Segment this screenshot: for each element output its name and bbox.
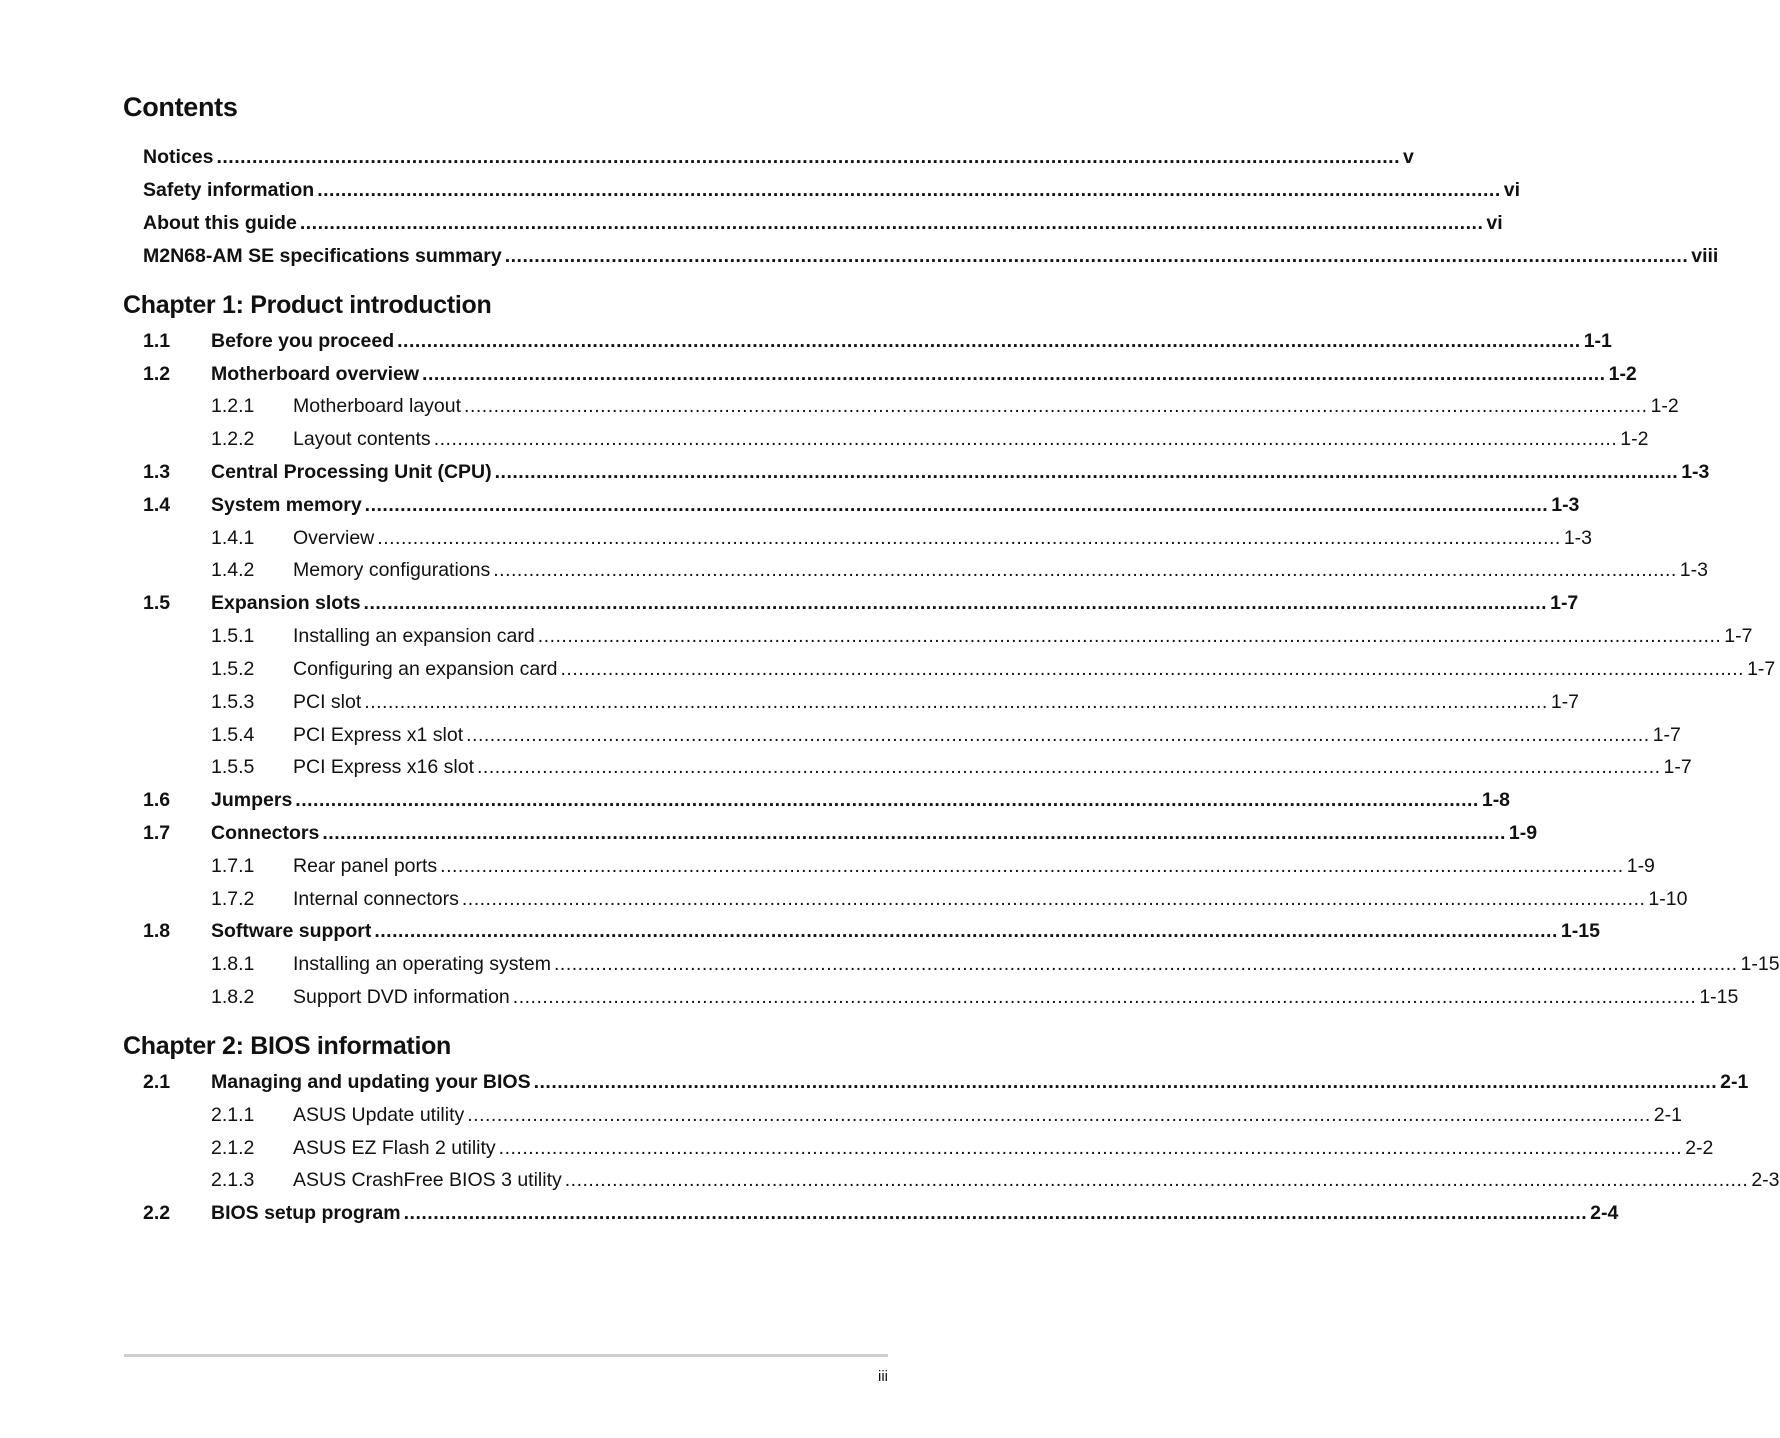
toc-entry-number: 1.3 [143,461,171,483]
toc-entry-1-8-1[interactable] [211,950,1780,978]
toc-entry-page: 1-10 [1648,888,1688,910]
toc-entry-page: vi [1503,179,1520,201]
toc-entry-label: Internal connectors [293,888,459,910]
toc-entry-number: 2.1 [143,1071,171,1093]
toc-entry-page: 1-7 [1747,658,1776,680]
toc-entry-number: 1.2.2 [211,428,255,450]
toc-entry-label: Safety information [143,179,315,201]
toc-entry-specifications-summary[interactable] [143,242,1719,270]
toc-entry-number: 1.4 [143,494,171,516]
dot-leader: ........................................................................................................................................................................................................ [216,146,1400,168]
toc-entry-2-1-1[interactable] [211,1101,1682,1129]
dot-leader: ........................................................................................................................................................................................................ [403,1202,1588,1224]
toc-entry-1-4-1[interactable] [211,524,1593,552]
dot-leader: ........................................................................................................................................................................................................ [533,1071,1718,1093]
toc-entry-page: 1-15 [1560,920,1600,942]
dot-leader: ........................................................................................................................................................................................................ [295,789,1479,811]
toc-entry-label: Memory configurations [293,559,491,581]
toc-entry-number: 1.5.5 [211,756,255,778]
toc-entry-about-this-guide[interactable] [143,209,1503,237]
toc-entry-number: 1.2 [143,363,171,385]
dot-leader: ........................................................................................................................................................................................................ [504,245,1689,267]
toc-entry-label: Connectors [211,822,320,844]
toc-entry-number: 1.7.1 [211,855,255,877]
toc-entry-number: 1.5.2 [211,658,255,680]
toc-entry-label: Managing and updating your BIOS [211,1071,531,1093]
toc-entry-1-4[interactable] [143,491,1580,519]
toc-entry-1-4-2[interactable] [211,556,1708,584]
toc-entry-label: M2N68-AM SE specifications summary [143,245,502,267]
toc-entry-label: ASUS Update utility [293,1104,465,1126]
toc-entry-number: 2.1.2 [211,1137,255,1159]
toc-entry-page: 1-8 [1481,789,1511,811]
toc-entry-label: Expansion slots [211,592,361,614]
toc-entry-1-5-1[interactable] [211,622,1753,650]
toc-entry-number: 1.7.2 [211,888,255,910]
chapter-1-title: Chapter 1: Product introduction [123,291,492,319]
toc-entry-1-2[interactable] [143,360,1637,388]
toc-entry-number: 1.4.1 [211,527,255,549]
toc-entry-page: 1-3 [1679,559,1708,581]
toc-entry-label: Support DVD information [293,986,510,1008]
toc-entry-number: 1.8.2 [211,986,255,1008]
toc-entry-number: 1.8.1 [211,953,255,975]
toc-entry-page: 1-3 [1551,494,1580,516]
footer-divider [124,1354,888,1357]
toc-entry-label: Central Processing Unit (CPU) [211,461,492,483]
dot-leader: ........................................................................................................................................................................................................ [560,658,1745,680]
dot-leader: ........................................................................................................................................................................................................ [498,1137,1683,1159]
toc-entry-page: 1-7 [1724,625,1753,647]
toc-entry-number: 1.6 [143,789,171,811]
toc-entry-page: 1-3 [1563,527,1593,549]
toc-entry-number: 2.1.1 [211,1104,255,1126]
dot-leader: ........................................................................................................................................................................................................ [374,920,1558,942]
toc-entry-1-5-4[interactable] [211,721,1681,749]
toc-entry-page: viii [1691,245,1719,267]
toc-entry-notices[interactable] [143,143,1414,171]
dot-leader: ........................................................................................................................................................................................................ [553,953,1738,975]
dot-leader: ........................................................................................................................................................................................................ [440,855,1624,877]
toc-entry-1-6[interactable] [143,786,1511,814]
toc-entry-number: 1.4.2 [211,559,255,581]
dot-leader: ........................................................................................................................................................................................................ [433,428,1618,450]
toc-entry-label: PCI slot [293,691,362,713]
toc-entry-page: 1-3 [1681,461,1710,483]
toc-entry-page: 1-7 [1550,691,1580,713]
toc-entry-label: Layout contents [293,428,431,450]
toc-entry-page: 1-2 [1608,363,1637,385]
dot-leader: ........................................................................................................................................................................................................ [466,724,1650,746]
toc-entry-label: Motherboard layout [293,395,462,417]
toc-entry-label: PCI Express x16 slot [293,756,474,778]
toc-entry-page: 1-2 [1620,428,1649,450]
dot-leader: ........................................................................................................................................................................................................ [461,888,1646,910]
toc-entry-1-7[interactable] [143,819,1538,847]
toc-entry-1-5[interactable] [143,589,1579,617]
dot-leader: ........................................................................................................................................................................................................ [464,395,1648,417]
toc-entry-page: 1-9 [1508,822,1538,844]
toc-entry-label: Configuring an expansion card [293,658,558,680]
toc-entry-page: 2-1 [1720,1071,1749,1093]
toc-entry-label: BIOS setup program [211,1202,401,1224]
toc-entry-number: 1.7 [143,822,171,844]
toc-entry-number: 2.2 [143,1202,171,1224]
dot-leader: ........................................................................................................................................................................................................ [537,625,1722,647]
toc-entry-2-1-2[interactable] [211,1134,1714,1162]
page-title: Contents [123,92,238,122]
toc-entry-number: 1.5 [143,592,171,614]
toc-entry-page: 2-1 [1653,1104,1682,1126]
dot-leader: ........................................................................................................................................................................................................ [322,822,1506,844]
toc-entry-page: vi [1486,212,1503,234]
dot-leader: ........................................................................................................................................................................................................ [422,363,1606,385]
dot-leader: ........................................................................................................................................................................................................ [512,986,1697,1008]
toc-entry-1-3[interactable] [143,458,1710,486]
toc-entry-2-1-3[interactable] [211,1166,1780,1194]
toc-entry-number: 1.5.1 [211,625,255,647]
toc-entry-label: Notices [143,146,214,168]
toc-entry-page: 1-1 [1583,330,1612,352]
dot-leader: ........................................................................................................................................................................................................ [363,592,1548,614]
toc-entry-number: 2.1.3 [211,1169,255,1191]
dot-leader: ........................................................................................................................................................................................................ [467,1104,1651,1126]
dot-leader: ........................................................................................................................................................................................................ [377,527,1561,549]
toc-entry-1-5-2[interactable] [211,655,1776,683]
toc-entry-label: About this guide [143,212,297,234]
toc-entry-number: 1.1 [143,330,171,352]
toc-entry-page: 1-15 [1740,953,1780,975]
dot-leader: ........................................................................................................................................................................................................ [494,461,1679,483]
toc-entry-label: ASUS EZ Flash 2 utility [293,1137,496,1159]
toc-entry-1-1[interactable] [143,327,1612,355]
toc-entry-1-5-3[interactable] [211,688,1580,716]
toc-entry-label: Before you proceed [211,330,395,352]
page-number: iii [878,1368,888,1385]
toc-entry-1-2-1[interactable] [211,392,1679,420]
chapter-2-title: Chapter 2: BIOS information [123,1032,452,1060]
dot-leader: ........................................................................................................................................................................................................ [317,179,1501,201]
toc-entry-page: 1-7 [1663,756,1692,778]
dot-leader: ........................................................................................................................................................................................................ [364,691,1548,713]
toc-entry-page: 1-7 [1652,724,1681,746]
toc-entry-label: PCI Express x1 slot [293,724,464,746]
toc-entry-page: 1-9 [1626,855,1655,877]
toc-entry-page: 2-3 [1751,1169,1780,1191]
toc-entry-number: 1.5.3 [211,691,255,713]
toc-entry-page: 2-2 [1685,1137,1714,1159]
toc-entry-1-8-2[interactable] [211,983,1739,1011]
toc-entry-2-1[interactable] [143,1068,1749,1096]
dot-leader: ........................................................................................................................................................................................................ [299,212,1484,234]
toc-entry-number: 1.5.4 [211,724,255,746]
toc-entry-label: Motherboard overview [211,363,420,385]
dot-leader: ........................................................................................................................................................................................................ [364,494,1549,516]
toc-entry-label: ASUS CrashFree BIOS 3 utility [293,1169,562,1191]
toc-entry-page: 1-7 [1550,592,1579,614]
dot-leader: ........................................................................................................................................................................................................ [476,756,1661,778]
toc-entry-label: Software support [211,920,372,942]
toc-entry-page: 1-15 [1699,986,1739,1008]
toc-entry-1-2-2[interactable] [211,425,1649,453]
toc-entry-1-5-5[interactable] [211,753,1692,781]
toc-entry-number: 1.8 [143,920,171,942]
toc-entry-1-8[interactable] [143,917,1600,945]
toc-entry-label: Installing an expansion card [293,625,535,647]
dot-leader: ........................................................................................................................................................................................................ [564,1169,1749,1191]
toc-entry-page: 1-2 [1650,395,1679,417]
toc-entry-number: 1.2.1 [211,395,255,417]
toc-entry-label: Rear panel ports [293,855,438,877]
toc-entry-page: 2-4 [1590,1202,1619,1224]
toc-entry-label: Overview [293,527,375,549]
toc-entry-2-2[interactable] [143,1199,1619,1227]
toc-entry-1-7-2[interactable] [211,885,1688,913]
dot-leader: ........................................................................................................................................................................................................ [397,330,1581,352]
toc-entry-label: Jumpers [211,789,293,811]
toc-entry-1-7-1[interactable] [211,852,1655,880]
toc-entry-label: System memory [211,494,362,516]
dot-leader: ........................................................................................................................................................................................................ [493,559,1677,581]
toc-entry-safety-information[interactable] [143,176,1520,204]
toc-entry-page: v [1403,146,1414,168]
toc-entry-label: Installing an operating system [293,953,551,975]
